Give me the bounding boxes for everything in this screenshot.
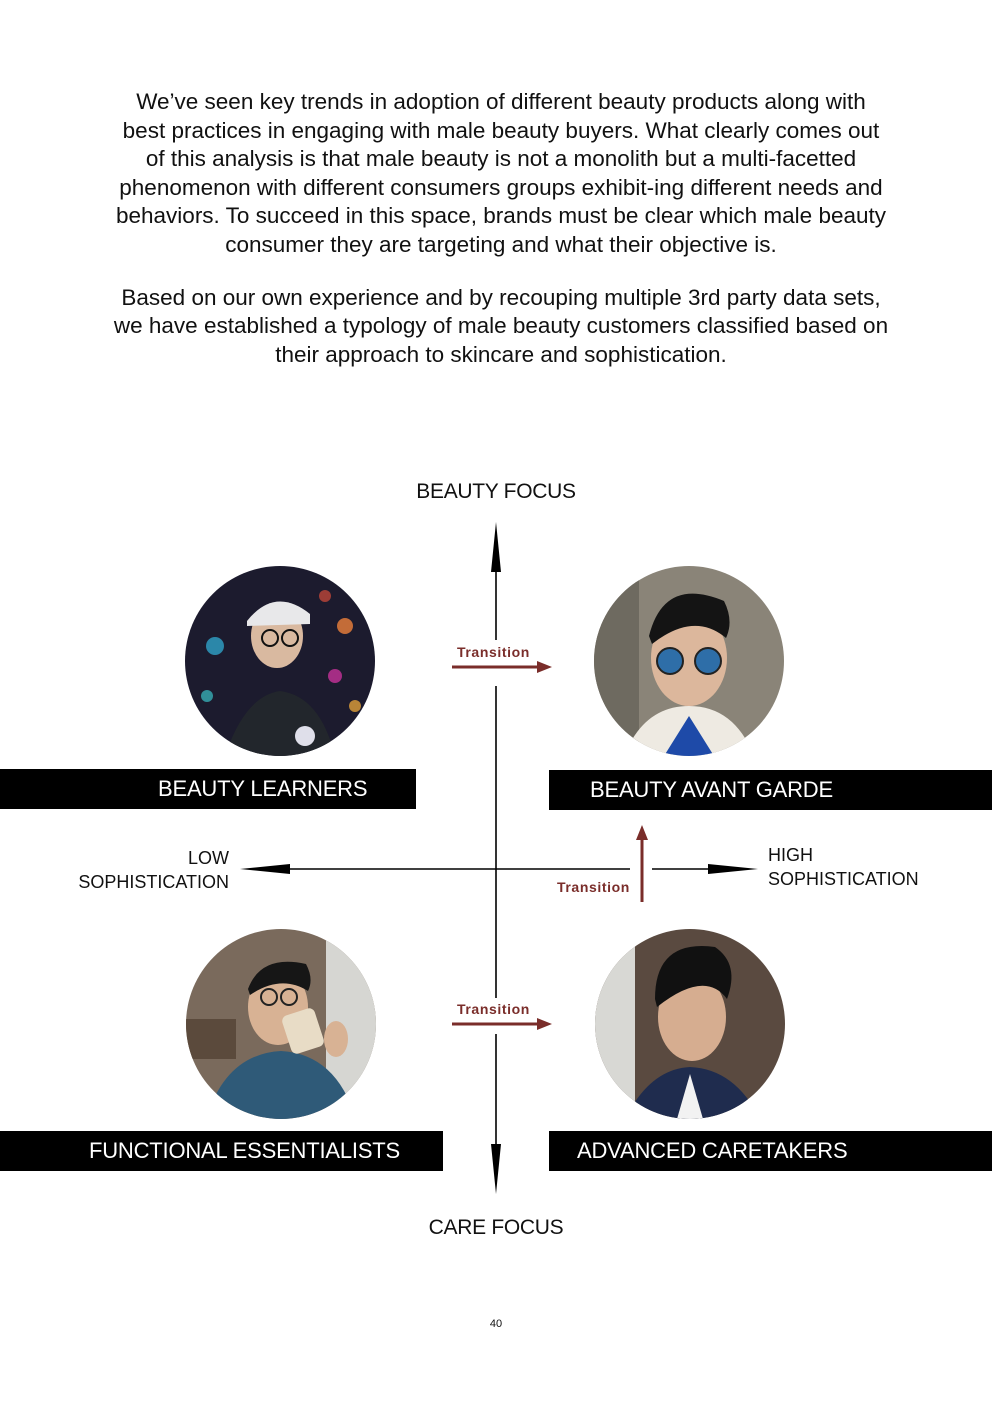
down-arrowhead [491,1144,501,1194]
axis-bottom-label: CARE FOCUS [428,1216,564,1239]
transition-label-middle: Transition [557,879,630,895]
left-arrowhead [240,864,290,874]
up-arrowhead [491,522,501,572]
right-arrowhead [708,864,758,874]
axis-right-line1: HIGH [768,845,813,865]
transition-label-bottom: Transition [457,1001,530,1017]
portrait-beauty-avant-garde [594,566,784,756]
portrait-advanced-caretaker [595,929,785,1119]
axis-right-line2: SOPHISTICATION [768,869,919,889]
page-number: 40 [489,1318,503,1330]
band-advanced-caretakers: ADVANCED CARETAKERS [549,1131,992,1171]
axis-top-label: BEAUTY FOCUS [416,480,576,503]
axis-left-label [40,846,229,894]
band-beauty-learners: BEAUTY LEARNERS [0,769,416,809]
axis-right-label [768,843,968,891]
transition-label-top: Transition [457,644,530,660]
portrait-beauty-learner [185,566,375,756]
band-beauty-avant-garde: BEAUTY AVANT GARDE [549,770,992,810]
band-functional-essentialists: FUNCTIONAL ESSENTIALISTS [0,1131,443,1171]
axis-left-line2: SOPHISTICATION [78,872,229,892]
portrait-functional-essentialist [186,929,376,1119]
axis-left-line1: LOW [187,848,229,868]
intro-paragraph-2: Based on our own experience and by recouping multiple 3rd party data sets, we have established a typology of male beauty customers classified based on their approach to skincare and sophistication. [113,284,889,367]
intro-paragraph-1: We’ve seen key trends in adoption of different beauty products along with best practices in engaging with male beauty buyers. What clearly comes out of this analysis is that male beauty is not a monolith but a multi-facetted phenomenon with different consumers groups exhibit-ing different needs and behaviors. To succeed in this space, brands must be clear which male beauty consumer they are targeting and what their objective is. [116,89,886,257]
